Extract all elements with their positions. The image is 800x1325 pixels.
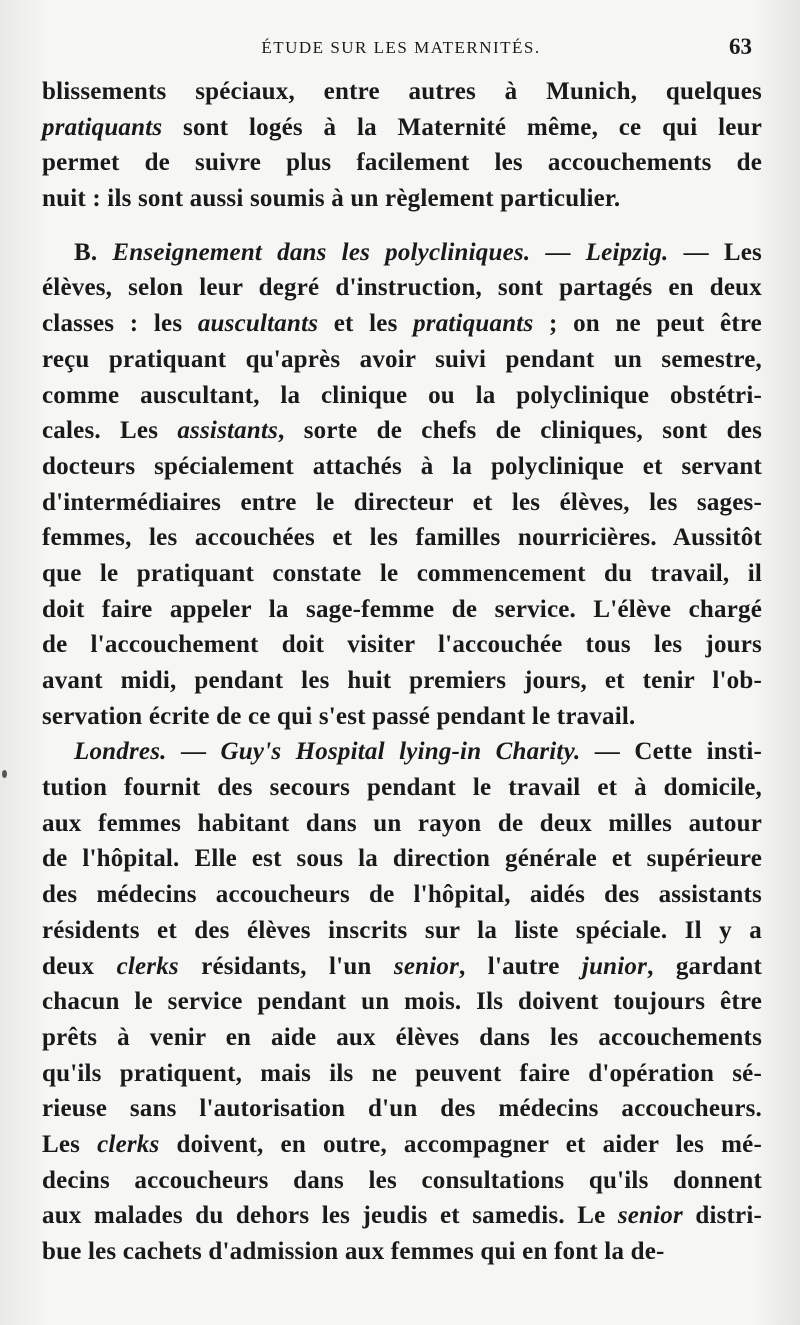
text-run: bue les cachets d'admission aux femmes qui en font la de- bbox=[42, 1238, 665, 1265]
text-run: B. bbox=[74, 238, 113, 266]
text-line bbox=[42, 770, 762, 806]
text-line bbox=[42, 877, 762, 913]
text-run: blissements spéciaux, entre autres à Munich, quelques bbox=[42, 78, 762, 105]
text-line bbox=[42, 270, 762, 306]
text-line bbox=[42, 1091, 762, 1127]
text-run: prêts à venir en aide aux élèves dans les accouchements bbox=[42, 1023, 762, 1051]
text-line bbox=[42, 1234, 762, 1270]
text-line bbox=[42, 734, 762, 770]
text-run: classes : les bbox=[42, 310, 198, 338]
text-run: tution fournit des secours pendant le travail et à domicile, bbox=[42, 774, 762, 802]
text-run: comme auscultant, la clinique ou la polyclinique obstétri- bbox=[42, 381, 762, 409]
text-run: deux bbox=[42, 952, 117, 980]
text-run: doivent, en outre, accompagner et aider les mé- bbox=[159, 1130, 762, 1158]
text-line bbox=[42, 1127, 762, 1163]
text-line bbox=[42, 74, 762, 110]
text-run: , sorte de chefs de cliniques, sont des bbox=[278, 417, 762, 445]
italic-text: assistants bbox=[177, 417, 279, 445]
text-run: qu'ils pratiquent, mais ils ne peuvent faire d'opération sé- bbox=[42, 1059, 762, 1087]
text-run: servation écrite de ce qui s'est passé pendant le travail. bbox=[42, 702, 636, 730]
text-line bbox=[42, 235, 762, 271]
paragraph bbox=[42, 235, 762, 735]
text-run: Les bbox=[42, 1130, 98, 1158]
text-line bbox=[42, 556, 762, 592]
text-run: élèves, selon leur degré d'instruction, sont partagés en deux bbox=[42, 274, 762, 302]
text-line bbox=[42, 520, 762, 556]
text-run: et les bbox=[318, 310, 414, 338]
italic-text: clerks bbox=[116, 952, 179, 980]
text-line bbox=[42, 663, 762, 699]
text-run: doit faire appeler la sage-femme de service. L'élève chargé bbox=[42, 595, 762, 623]
paragraph bbox=[42, 734, 762, 1269]
text-line bbox=[42, 1163, 762, 1199]
text-run: decins accoucheurs dans les consultations qu'ils donnent bbox=[42, 1166, 762, 1194]
text-run: d'intermédiaires entre le directeur et les élèves, les sages- bbox=[42, 488, 762, 516]
text-line bbox=[42, 806, 762, 842]
page-number: 63 bbox=[729, 34, 752, 59]
text-run: — bbox=[166, 738, 221, 766]
text-line bbox=[42, 913, 762, 949]
italic-text: Guy's Hospital lying-in Charity. bbox=[220, 738, 581, 766]
text-run: reçu pratiquant qu'après avoir suivi pendant un semestre, bbox=[42, 345, 762, 373]
text-run: permet de suivre plus facilement les accouchements de bbox=[42, 149, 762, 177]
text-run: docteurs spécialement attachés à la polyclinique et servant bbox=[42, 452, 762, 480]
text-run: sont logés à la Maternité même, ce qui leur bbox=[162, 113, 762, 141]
text-run: aux femmes habitant dans un rayon de deux milles autour bbox=[42, 809, 762, 837]
text-line bbox=[42, 181, 762, 217]
text-run: de l'hôpital. Elle est sous la direction générale et supérieure bbox=[42, 845, 762, 873]
paragraph bbox=[42, 74, 762, 217]
text-line bbox=[42, 413, 762, 449]
text-line bbox=[42, 110, 762, 146]
text-run: ; on ne peut être bbox=[533, 310, 762, 338]
text-line bbox=[42, 1020, 762, 1056]
text-run: résidents et des élèves inscrits sur la liste spéciale. Il y a bbox=[42, 916, 762, 944]
italic-text: Londres. bbox=[74, 738, 167, 766]
text-run: rieuse sans l'autorisation d'un des médecins accoucheurs. bbox=[42, 1095, 762, 1123]
ink-spot bbox=[2, 770, 7, 778]
italic-text: senior bbox=[617, 1202, 683, 1230]
italic-text: pratiquants bbox=[42, 113, 163, 141]
running-head: ÉTUDE SUR LES MATERNITÉS. bbox=[261, 38, 541, 57]
text-line bbox=[42, 449, 762, 485]
italic-text: junior bbox=[581, 952, 648, 980]
text-line bbox=[42, 699, 762, 735]
body-text bbox=[42, 74, 762, 1270]
text-run: cales. Les bbox=[42, 417, 178, 445]
text-line bbox=[42, 1056, 762, 1092]
text-line bbox=[42, 627, 762, 663]
text-line bbox=[42, 841, 762, 877]
text-run: que le pratiquant constate le commencement du travail, il bbox=[42, 559, 762, 587]
text-run: femmes, les accouchées et les familles nourricières. Aussitôt bbox=[42, 524, 762, 552]
text-run: chacun le service pendant un mois. Ils doivent toujours être bbox=[42, 988, 762, 1016]
text-run: , gardant bbox=[647, 952, 762, 980]
text-line bbox=[42, 378, 762, 414]
text-run: des médecins accoucheurs de l'hôpital, aidés des assistants bbox=[42, 881, 762, 909]
italic-text: pratiquants bbox=[413, 310, 534, 338]
italic-text: Leipzig. bbox=[585, 238, 669, 266]
text-line bbox=[42, 342, 762, 378]
text-run: nuit : ils sont aussi soumis à un règlement particulier. bbox=[42, 185, 621, 213]
text-line bbox=[42, 984, 762, 1020]
text-run: — Cette insti- bbox=[580, 738, 762, 766]
text-line bbox=[42, 485, 762, 521]
italic-text: clerks bbox=[97, 1130, 160, 1158]
text-run: avant midi, pendant les huit premiers jours, et tenir l'ob- bbox=[42, 667, 762, 694]
text-run: de l'accouchement doit visiter l'accouchée tous les jours bbox=[42, 631, 762, 659]
text-line bbox=[42, 1198, 762, 1234]
text-line bbox=[42, 592, 762, 628]
text-run: — Les bbox=[668, 238, 762, 266]
text-run: aux malades du dehors les jeudis et samedis. Le bbox=[42, 1202, 618, 1230]
text-line bbox=[42, 949, 762, 985]
text-line bbox=[42, 306, 762, 342]
text-run: distri- bbox=[682, 1202, 763, 1230]
text-run: , l'autre bbox=[459, 952, 582, 980]
italic-text: auscultants bbox=[197, 310, 319, 338]
italic-text: Enseignement dans les polycliniques. bbox=[112, 238, 531, 266]
italic-text: senior bbox=[393, 952, 459, 980]
text-run: résidants, l'un bbox=[178, 952, 394, 980]
text-line bbox=[42, 145, 762, 181]
text-run: — bbox=[530, 238, 586, 266]
page-header bbox=[42, 34, 760, 64]
